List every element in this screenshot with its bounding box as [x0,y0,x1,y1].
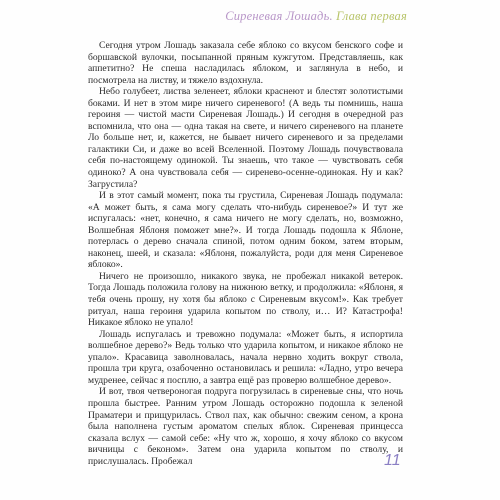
paragraph: Лошадь испугалась и тревожно подумала: «Может быть, я испортила волшебное дерево?» Ведь только что ударила копытом, и никакое яблоко не упало». Красавица заволновалась, начала нервно ходить вокруг ствола, прошла три круга, озабоченно остановилась и решила: «Ладно, утро вечера мудренее, сейчас я посплю, а завтра ещё раз проверю волшебное дерево». [88,328,403,386]
body-text [88,40,403,467]
paragraph: И вот, твоя четвероногая подруга погрузилась в сиреневые сны, что ночь прошла быстрее. Ранним утром Лошадь осторожно подошла к зеленой Праматери и прищурилась. Ствол пах, как обычно: свежим сеном, а крона была наполнена густым ароматом спелых яблок. Сиреневая принцесса сказала вслух — самой себе: «Ну что ж, хорошо, я хочу яблоко со вкусом вичницы с беконом». Затем она ударила копытом по стволу, и прислушалась. Пробежал [88,386,403,467]
book-title: Сиреневая Лошадь. [225,9,333,23]
running-head [225,9,407,24]
chapter-title: Глава первая [336,9,407,23]
paragraph: Небо голубеет, листва зеленеет, яблоки краснеют и блестят золотистыми боками. И нет в этом мире ничего сиреневого! (А ведь ты помнишь, наша героиня — чистой масти Сиреневая Лошадь.) И сегодня в очередной раз вспомнила, что она — одна такая на свете, и ничего сиреневого на планете Ло больше нет, и, кажется, не бывает ничего сиреневого и за пределами галактики Си, и даже во всей Вселенной. Поэтому Лошадь почувствовала себя по-настоящему одинокой. Ты знаешь, что такое — чувствовать себя одиноко? А она чувствовала себя — сиренево-осенне-одинокая. Ну и как? Загрустила? [88,86,403,190]
paragraph: И в этот самый момент, пока ты грустила, Сиреневая Лошадь подумала: «А может быть, я сама могу сделать что-нибудь сиреневое?» И тут же испугалась: «нет, конечно, я сама ничего не могу сделать, но, возможно, Волшебная Яблоня поможет мне?». И тогда Лошадь подошла к Яблоне, потерлась о дерево сначала спиной, потом одним боком, затем вторым, наконец, шеей, и сказала: «Яблоня, пожалуйста, роди для меня Сиреневое яблоко». [88,190,403,271]
paragraph: Ничего не произошло, никакого звука, не пробежал никакой ветерок. Тогда Лошадь положила голову на нижнюю ветку, и продолжила: «Яблоня, я тебя очень прошу, ну хотя бы яблоко с Сиреневым вкусом!». Как требует ритуал, наша героиня ударила копытом по стволу, и… И? Катастрофа! Никакое яблоко не упало! [88,270,403,329]
page-number: 11 [384,452,401,469]
paragraph: Сегодня утром Лошадь заказала себе яблоко со вкусом бенского софе и боршавской вулочки, посыпанной пряным кужгутом. Представляешь, как аппетитно? Не спеша насладилась яблоком, и заглянула в небо, и посмотрела на листву, и тяжело вздохнула. [88,40,403,86]
